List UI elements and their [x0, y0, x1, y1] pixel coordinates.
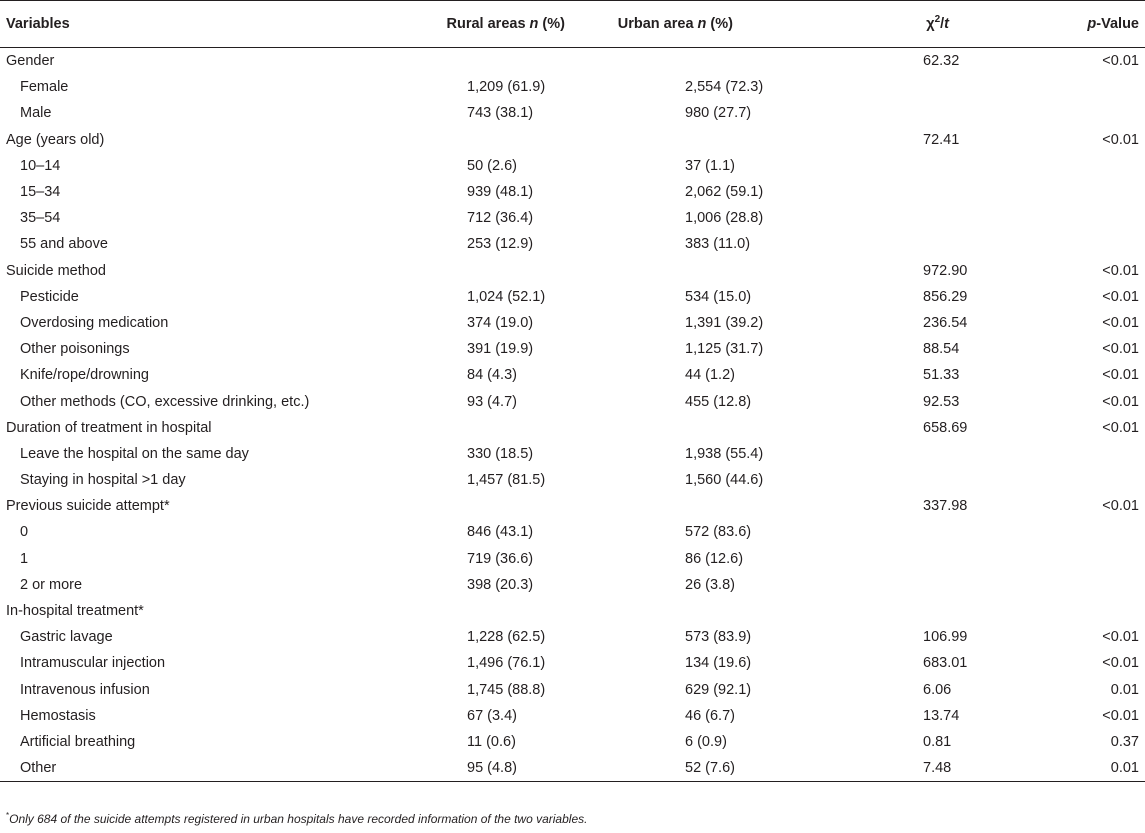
row-label: Pesticide [20, 288, 79, 305]
rural-value [380, 127, 570, 153]
urban-value: 6 (0.9) [685, 733, 727, 750]
p-value: <0.01 [1102, 707, 1139, 724]
table-row [0, 677, 1145, 703]
statistic-value: 236.54 [923, 314, 968, 331]
row-label: Other poisonings [20, 341, 130, 358]
urban-value: 1,006 (28.8) [685, 210, 764, 227]
rural-value: 1,457 (81.5) [467, 472, 546, 489]
table-row [0, 624, 1145, 650]
rural-value: 1,745 (88.8) [467, 681, 546, 698]
row-label: Duration of treatment in hospital [6, 419, 212, 436]
urban-value: 980 (27.7) [685, 105, 752, 122]
p-value [960, 205, 1145, 231]
urban-value: 44 (1.2) [685, 367, 735, 384]
statistic-value: 972.90 [923, 262, 968, 279]
rural-value: 1,228 (62.5) [467, 629, 546, 646]
statistic-value [790, 100, 960, 126]
statistic-value [790, 179, 960, 205]
p-value: <0.01 [1102, 393, 1139, 410]
urban-value: 1,560 (44.6) [685, 472, 764, 489]
statistic-value [790, 598, 960, 624]
p-value: 0.37 [1110, 733, 1139, 750]
row-label: Gender [6, 53, 55, 70]
rural-value: 719 (36.6) [467, 550, 534, 567]
p-value [960, 519, 1145, 545]
statistic-value: 337.98 [923, 498, 968, 515]
header-row [0, 1, 1145, 48]
p-value: <0.01 [1102, 53, 1139, 70]
p-value [960, 179, 1145, 205]
rural-value: 846 (43.1) [467, 524, 534, 541]
table-row [0, 284, 1145, 310]
row-label: Leave the hospital on the same day [20, 445, 249, 462]
statistic-value [790, 546, 960, 572]
table-row [0, 127, 1145, 153]
row-label: Other methods (CO, excessive drinking, etc.) [20, 393, 310, 410]
row-label: Age (years old) [6, 131, 105, 148]
urban-value [570, 415, 790, 441]
rural-value: 1,209 (61.9) [467, 79, 546, 96]
row-label: Artificial breathing [20, 733, 136, 750]
statistic-value: 88.54 [923, 341, 960, 358]
rural-value: 398 (20.3) [467, 576, 534, 593]
row-label: Knife/rope/drowning [20, 367, 149, 384]
statistic-value: 856.29 [923, 288, 968, 305]
rural-value: 391 (19.9) [467, 341, 534, 358]
rural-value [380, 493, 570, 519]
row-label: Previous suicide attempt* [6, 498, 170, 515]
urban-value: 2,554 (72.3) [685, 79, 764, 96]
statistic-value: 106.99 [923, 629, 968, 646]
footnote-mark: * [6, 811, 10, 820]
statistic-value: 683.01 [923, 655, 968, 672]
table-row [0, 467, 1145, 493]
table-row [0, 179, 1145, 205]
header-statistic: $\chi^2/t$ [790, 1, 960, 48]
rural-value: 95 (4.8) [380, 755, 570, 782]
table-row [0, 441, 1145, 467]
row-label: Other [0, 755, 380, 782]
row-label: Staying in hospital >1 day [20, 472, 186, 489]
statistic-value: 6.06 [923, 681, 952, 698]
rural-value: 330 (18.5) [467, 445, 534, 462]
table-row [0, 729, 1145, 755]
statistic-value [790, 572, 960, 598]
row-label: Intramuscular injection [20, 655, 166, 672]
urban-value [570, 493, 790, 519]
p-value: <0.01 [1102, 341, 1139, 358]
table-row [0, 310, 1145, 336]
table-row [0, 598, 1145, 624]
table-body [0, 48, 1145, 782]
table-row [0, 650, 1145, 676]
p-value [960, 231, 1145, 257]
p-value [960, 153, 1145, 179]
statistic-value: 92.53 [923, 393, 960, 410]
p-value [960, 441, 1145, 467]
rural-value [380, 258, 570, 284]
rural-value: 67 (3.4) [467, 707, 517, 724]
table-row [0, 336, 1145, 362]
urban-value: 46 (6.7) [685, 707, 735, 724]
p-value: <0.01 [1102, 288, 1139, 305]
rural-value: 1,496 (76.1) [467, 655, 546, 672]
table-row [0, 231, 1145, 257]
rural-value: 939 (48.1) [467, 184, 534, 201]
statistic-value [790, 441, 960, 467]
urban-value: 26 (3.8) [685, 576, 735, 593]
urban-value [570, 258, 790, 284]
row-label: In-hospital treatment* [6, 603, 144, 620]
table-row [0, 48, 1145, 75]
urban-value: 629 (92.1) [685, 681, 752, 698]
p-value: 0.01 [1110, 681, 1139, 698]
statistic-value [790, 74, 960, 100]
p-value: 0.01 [960, 755, 1145, 782]
header-p-value: p-Value [960, 1, 1145, 48]
table-row [0, 755, 1145, 782]
rural-value: 50 (2.6) [467, 157, 517, 174]
table-row [0, 493, 1145, 519]
row-label: Hemostasis [20, 707, 96, 724]
rural-value: 743 (38.1) [467, 105, 534, 122]
p-value [960, 598, 1145, 624]
urban-value: 2,062 (59.1) [685, 184, 764, 201]
table-row [0, 703, 1145, 729]
rural-value [380, 48, 570, 75]
row-label: 35–54 [20, 210, 61, 227]
statistic-value: 658.69 [923, 419, 968, 436]
statistic-value: 13.74 [923, 707, 960, 724]
statistic-value [790, 205, 960, 231]
p-value: <0.01 [1102, 498, 1139, 515]
statistic-value: 72.41 [923, 131, 960, 148]
table-row [0, 258, 1145, 284]
rural-value [380, 598, 570, 624]
row-label: Male [20, 105, 52, 122]
urban-value: 573 (83.9) [685, 629, 752, 646]
urban-value: 455 (12.8) [685, 393, 752, 410]
p-value [960, 100, 1145, 126]
p-value [960, 572, 1145, 598]
statistic-value [790, 519, 960, 545]
table-row [0, 153, 1145, 179]
urban-value: 383 (11.0) [685, 236, 751, 253]
p-value: <0.01 [1102, 419, 1139, 436]
row-label: 55 and above [20, 236, 108, 253]
row-label: 1 [20, 550, 29, 567]
p-value: <0.01 [1102, 131, 1139, 148]
urban-value [570, 48, 790, 75]
statistic-value: 62.32 [923, 53, 960, 70]
statistic-value [790, 467, 960, 493]
table-row [0, 205, 1145, 231]
table-row [0, 388, 1145, 414]
urban-value: 134 (19.6) [685, 655, 752, 672]
rural-value [380, 415, 570, 441]
header-rural: Rural areas n (%) [380, 1, 570, 48]
urban-value: 1,125 (31.7) [685, 341, 764, 358]
table-footnote: *Only 684 of the suicide attempts registered in urban hospitals have recorded information of the two variables. [6, 811, 588, 826]
row-label: Overdosing medication [20, 314, 169, 331]
rural-value: 1,024 (52.1) [467, 288, 546, 305]
table-row [0, 415, 1145, 441]
table-row [0, 546, 1145, 572]
urban-value: 86 (12.6) [685, 550, 744, 567]
row-label: 0 [20, 524, 29, 541]
row-label: 2 or more [20, 576, 83, 593]
urban-value: 1,938 (55.4) [685, 445, 764, 462]
row-label: Intravenous infusion [20, 681, 150, 698]
p-value: <0.01 [1102, 629, 1139, 646]
table-row [0, 74, 1145, 100]
urban-value: 52 (7.6) [570, 755, 790, 782]
statistic-value: 51.33 [923, 367, 960, 384]
statistic-value [790, 231, 960, 257]
rural-value: 374 (19.0) [467, 314, 534, 331]
rural-value: 253 (12.9) [467, 236, 534, 253]
p-value: <0.01 [1102, 655, 1139, 672]
header-variables: Variables [0, 1, 380, 48]
urban-value: 1,391 (39.2) [685, 314, 764, 331]
urban-value: 37 (1.1) [685, 157, 735, 174]
row-label: Female [20, 79, 69, 96]
p-value [960, 467, 1145, 493]
row-label: Gastric lavage [20, 629, 113, 646]
urban-value: 572 (83.6) [685, 524, 752, 541]
p-value [960, 546, 1145, 572]
row-label: Suicide method [6, 262, 106, 279]
row-label: 15–34 [20, 184, 61, 201]
rural-value: 11 (0.6) [467, 733, 516, 750]
statistic-value: 0.81 [923, 733, 952, 750]
p-value: <0.01 [1102, 262, 1139, 279]
statistic-value: 7.48 [790, 755, 960, 782]
table-row [0, 362, 1145, 388]
rural-value: 712 (36.4) [467, 210, 534, 227]
table-row [0, 100, 1145, 126]
header-urban: Urban area n (%) [570, 1, 790, 48]
table-header [0, 1, 1145, 48]
p-value: <0.01 [1102, 314, 1139, 331]
table-row [0, 572, 1145, 598]
row-label: 10–14 [20, 157, 61, 174]
p-value: <0.01 [1102, 367, 1139, 384]
rural-value: 93 (4.7) [467, 393, 517, 410]
urban-value [570, 127, 790, 153]
urban-value [570, 598, 790, 624]
statistic-value [790, 153, 960, 179]
urban-value: 534 (15.0) [685, 288, 752, 305]
rural-value: 84 (4.3) [467, 367, 517, 384]
p-value [960, 74, 1145, 100]
table-row [0, 519, 1145, 545]
